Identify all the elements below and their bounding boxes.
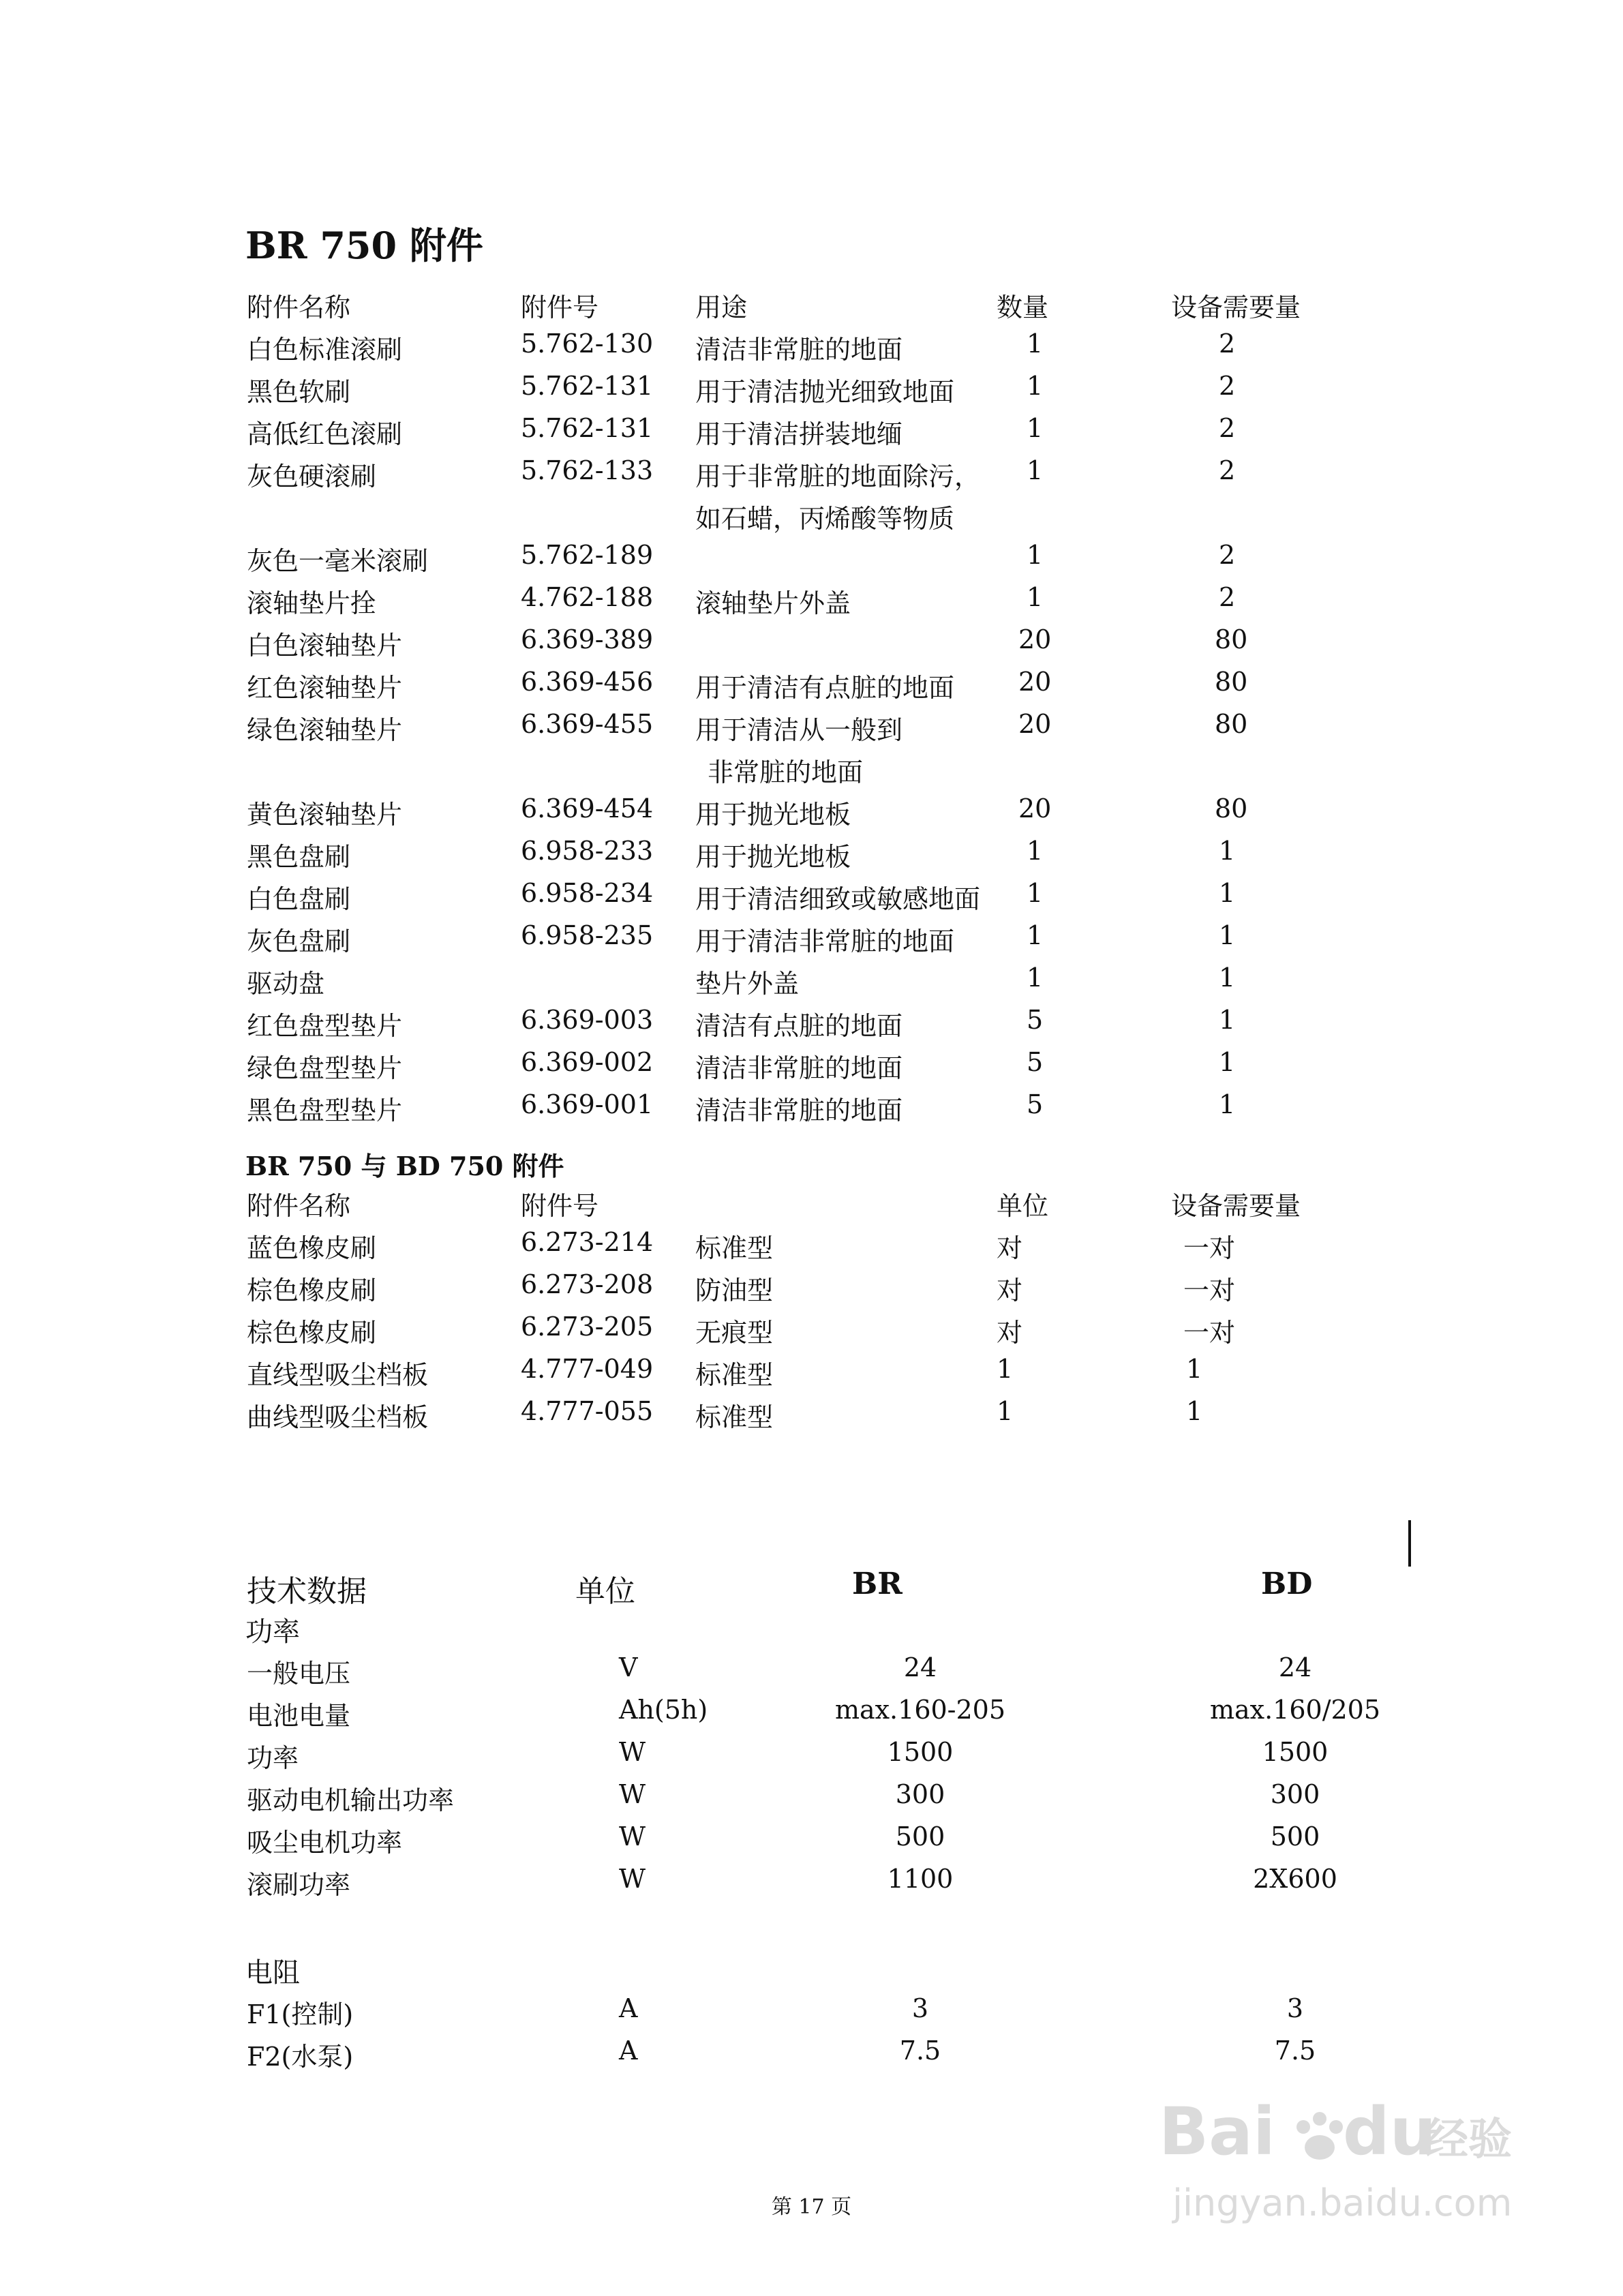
bd-value: 2X600: [1253, 1864, 1337, 1894]
item-use: 清洁非常脏的地面: [695, 335, 903, 365]
item-name: 棕色橡皮刷: [247, 1318, 377, 1348]
part-number: 6.273-205: [521, 1312, 654, 1342]
bd-value: 24: [1278, 1652, 1312, 1682]
item-name: 直线型吸尘档板: [247, 1360, 429, 1390]
item-name: 驱动盘: [247, 969, 325, 999]
br-value: max.160-205: [834, 1695, 1006, 1725]
part-number: 6.369-003: [521, 1005, 654, 1035]
item-type: 无痕型: [695, 1318, 774, 1348]
table-row: [0, 582, 1623, 624]
tech-row: [0, 1822, 1623, 1864]
item-name: 黄色滚轴垫片: [247, 800, 403, 830]
tech-header-bd: BD: [1261, 1567, 1313, 1601]
table-row: [0, 1047, 1623, 1089]
item-use: 垫片外盖: [695, 969, 800, 999]
item-name: 红色滚轴垫片: [247, 673, 403, 703]
item-name: 红色盘型垫片: [247, 1011, 403, 1041]
table-row: [0, 455, 1623, 498]
item-quantity: 1: [1027, 413, 1044, 443]
item-quantity: 20: [1018, 709, 1052, 739]
part-number: 6.958-234: [521, 878, 654, 908]
part-number: 4.762-188: [521, 582, 654, 612]
item-use: 用于抛光地板: [695, 842, 851, 872]
item-quantity: 1: [1027, 582, 1044, 612]
item-name: 白色标准滚刷: [247, 335, 403, 365]
section-title-br750: BR 750 附件: [245, 224, 483, 267]
item-unit: 对: [997, 1233, 1023, 1263]
table-row: [0, 1227, 1623, 1269]
item-use: 清洁有点脏的地面: [695, 1011, 903, 1041]
item-use: 用于非常脏的地面除污，: [695, 462, 981, 492]
item-required: 2: [1219, 582, 1236, 612]
item-quantity: 5: [1027, 1089, 1044, 1119]
item-required: 2: [1219, 455, 1236, 485]
item-quantity: 1: [1027, 963, 1044, 993]
item-name: 棕色橡皮刷: [247, 1275, 377, 1305]
item-required: 1: [1186, 1354, 1203, 1384]
br-value: 1100: [887, 1864, 954, 1894]
item-required: 1: [1219, 878, 1236, 908]
item-quantity: 1: [1027, 329, 1044, 359]
item-name: 蓝色橡皮刷: [247, 1233, 377, 1263]
br-value: 7.5: [899, 2036, 941, 2066]
item-quantity: 1: [1027, 836, 1044, 866]
table-row: [0, 1269, 1623, 1312]
part-number: 5.762-189: [521, 540, 654, 570]
item-required: 1: [1219, 1089, 1236, 1119]
bd-value: 300: [1270, 1779, 1320, 1809]
table-row: [0, 1312, 1623, 1354]
item-use: 清洁非常脏的地面: [695, 1096, 903, 1126]
part-number: 6.369-001: [521, 1089, 654, 1119]
param-label: 滚刷功率: [247, 1870, 351, 1900]
param-unit: V: [619, 1652, 638, 1682]
svg-text:经验: 经验: [1425, 2115, 1512, 2165]
header-qty: 数量: [997, 292, 1049, 322]
item-use: 用于清洁拼装地缅: [695, 419, 903, 449]
section-title-br-bd: BR 750 与 BD 750 附件: [245, 1151, 564, 1181]
table-row-continuation: [0, 751, 1623, 794]
param-label: 驱动电机输出功率: [247, 1785, 455, 1815]
item-name: 黑色盘型垫片: [247, 1096, 403, 1126]
item-quantity: 1: [1027, 878, 1044, 908]
part-number: 5.762-131: [521, 413, 654, 443]
item-unit: 1: [997, 1354, 1014, 1384]
table-row: [0, 1354, 1623, 1396]
tech-row: [0, 1864, 1623, 1906]
item-use-continued: 非常脏的地面: [708, 757, 864, 787]
bd-value: max.160/205: [1209, 1695, 1381, 1725]
param-unit: W: [619, 1822, 646, 1852]
item-type: 标准型: [695, 1402, 774, 1432]
item-quantity: 5: [1027, 1005, 1044, 1035]
part-number: 6.369-456: [521, 667, 654, 697]
param-label: 吸尘电机功率: [247, 1828, 403, 1858]
table-row: [0, 920, 1623, 963]
item-name: 灰色硬滚刷: [247, 462, 377, 492]
item-required: 2: [1219, 413, 1236, 443]
tech-row: [0, 1695, 1623, 1737]
part-number: 6.369-455: [521, 709, 654, 739]
item-required: 2: [1219, 371, 1236, 401]
table-row: [0, 413, 1623, 455]
item-name: 滚轴垫片拴: [247, 588, 377, 618]
svg-text:du: du: [1343, 2094, 1437, 2170]
item-required: 80: [1215, 794, 1248, 824]
item-name: 高低红色滚刷: [247, 419, 403, 449]
item-unit: 对: [997, 1318, 1023, 1348]
item-quantity: 1: [1027, 455, 1044, 485]
part-number: 6.958-235: [521, 920, 654, 950]
br-value: 500: [895, 1822, 945, 1852]
item-use-continued: 如石蜡，丙烯酸等物质: [695, 504, 955, 534]
table-row: [0, 624, 1623, 667]
br-value: 1500: [887, 1737, 954, 1767]
item-required: 一对: [1183, 1275, 1236, 1305]
item-use: 用于清洁细致或敏感地面: [695, 884, 981, 914]
item-unit: 对: [997, 1275, 1023, 1305]
br-value: 3: [911, 1993, 929, 2023]
item-name: 白色滚轴垫片: [247, 631, 403, 661]
part-number: 5.762-131: [521, 371, 654, 401]
item-required: 一对: [1183, 1233, 1236, 1263]
param-unit: A: [619, 2036, 638, 2066]
item-use: 用于清洁有点脏的地面: [695, 673, 955, 703]
part-number: 6.273-208: [521, 1269, 654, 1299]
header-name: 附件名称: [247, 1191, 351, 1221]
tech-header-label: 技术数据: [247, 1574, 367, 1609]
part-number: 5.762-133: [521, 455, 654, 485]
header-use: 用途: [695, 292, 748, 322]
item-type: 防油型: [695, 1275, 774, 1305]
item-required: 80: [1215, 667, 1248, 697]
baidu-jingyan-watermark: [1145, 2079, 1527, 2243]
item-name: 灰色一毫米滚刷: [247, 546, 429, 576]
header-need: 设备需要量: [1171, 1191, 1301, 1221]
item-type: 标准型: [695, 1360, 774, 1390]
item-quantity: 5: [1027, 1047, 1044, 1077]
item-required: 1: [1219, 1047, 1236, 1077]
table-row-continuation: [0, 498, 1623, 540]
param-unit: Ah(5h): [619, 1695, 708, 1725]
power-section-title: 功率: [245, 1616, 300, 1648]
item-required: 一对: [1183, 1318, 1236, 1348]
bd-value: 500: [1270, 1822, 1320, 1852]
item-use: 滚轴垫片外盖: [695, 588, 851, 618]
item-use: 用于清洁从一般到: [695, 715, 903, 745]
item-name: 曲线型吸尘档板: [247, 1402, 429, 1432]
tech-row: [0, 1652, 1623, 1695]
part-number: 6.369-002: [521, 1047, 654, 1077]
item-unit: 1: [997, 1396, 1014, 1426]
table-row: [0, 329, 1623, 371]
item-quantity: 20: [1018, 667, 1052, 697]
table-row: [0, 709, 1623, 751]
table-row: [0, 1089, 1623, 1132]
param-label: 电池电量: [247, 1701, 351, 1731]
item-use: 清洁非常脏的地面: [695, 1053, 903, 1083]
item-required: 80: [1215, 709, 1248, 739]
tech-row: [0, 1737, 1623, 1779]
header-need: 设备需要量: [1171, 292, 1301, 322]
item-name: 灰色盘刷: [247, 926, 351, 956]
tech-row: [0, 1779, 1623, 1822]
table-row: [0, 794, 1623, 836]
item-name: 黑色软刷: [247, 377, 351, 407]
item-required: 1: [1219, 836, 1236, 866]
param-unit: W: [619, 1864, 646, 1894]
change-bar: [1408, 1520, 1411, 1567]
svg-text:Bai: Bai: [1159, 2094, 1275, 2170]
item-use: 用于清洁抛光细致地面: [695, 377, 955, 407]
header-unit: 单位: [997, 1191, 1049, 1221]
part-number: 5.762-130: [521, 329, 654, 359]
header-name: 附件名称: [247, 292, 351, 322]
tech-row: [0, 2036, 1623, 2078]
item-use: 用于抛光地板: [695, 800, 851, 830]
part-number: 4.777-049: [521, 1354, 654, 1384]
br-value: 300: [895, 1779, 945, 1809]
table-row: [0, 963, 1623, 1005]
br-value: 24: [903, 1652, 937, 1682]
table-row: [0, 836, 1623, 878]
item-quantity: 1: [1027, 920, 1044, 950]
table-row: [0, 371, 1623, 413]
table-row: [0, 1005, 1623, 1047]
part-number: 6.958-233: [521, 836, 654, 866]
page-number: 第 17 页: [771, 2195, 852, 2219]
table2-header: [0, 1185, 1623, 1227]
param-unit: W: [619, 1779, 646, 1809]
header-code: 附件号: [521, 292, 599, 322]
bd-value: 3: [1286, 1993, 1304, 2023]
bd-value: 7.5: [1274, 2036, 1316, 2066]
svg-text:jingyan.baidu.com: jingyan.baidu.com: [1172, 2181, 1513, 2224]
part-number: 6.369-389: [521, 624, 654, 654]
tech-row: [0, 1993, 1623, 2036]
item-quantity: 20: [1018, 624, 1052, 654]
item-quantity: 1: [1027, 371, 1044, 401]
item-required: 2: [1219, 329, 1236, 359]
resistance-section-title: 电阻: [245, 1957, 300, 1989]
tech-header-br: BR: [852, 1567, 902, 1601]
item-required: 80: [1215, 624, 1248, 654]
item-required: 1: [1219, 1005, 1236, 1035]
item-quantity: 20: [1018, 794, 1052, 824]
part-number: 6.273-214: [521, 1227, 654, 1257]
item-name: 绿色盘型垫片: [247, 1053, 403, 1083]
table1-header: [0, 286, 1623, 329]
param-label: F2(水泵): [247, 2042, 354, 2072]
table-row: [0, 1396, 1623, 1438]
item-required: 1: [1219, 920, 1236, 950]
item-required: 1: [1186, 1396, 1203, 1426]
bd-value: 1500: [1262, 1737, 1329, 1767]
table-row: [0, 667, 1623, 709]
table-row: [0, 540, 1623, 582]
header-code: 附件号: [521, 1191, 599, 1221]
item-required: 1: [1219, 963, 1236, 993]
item-required: 2: [1219, 540, 1236, 570]
item-name: 白色盘刷: [247, 884, 351, 914]
table-row: [0, 878, 1623, 920]
param-label: 功率: [247, 1743, 299, 1773]
part-number: 6.369-454: [521, 794, 654, 824]
item-name: 绿色滚轴垫片: [247, 715, 403, 745]
part-number: 4.777-055: [521, 1396, 654, 1426]
item-type: 标准型: [695, 1233, 774, 1263]
param-label: F1(控制): [247, 1999, 354, 2029]
param-label: 一般电压: [247, 1659, 351, 1689]
item-name: 黑色盘刷: [247, 842, 351, 872]
param-unit: A: [619, 1993, 638, 2023]
param-unit: W: [619, 1737, 646, 1767]
tech-header-unit: 单位: [575, 1574, 635, 1609]
item-use: 用于清洁非常脏的地面: [695, 926, 955, 956]
item-quantity: 1: [1027, 540, 1044, 570]
